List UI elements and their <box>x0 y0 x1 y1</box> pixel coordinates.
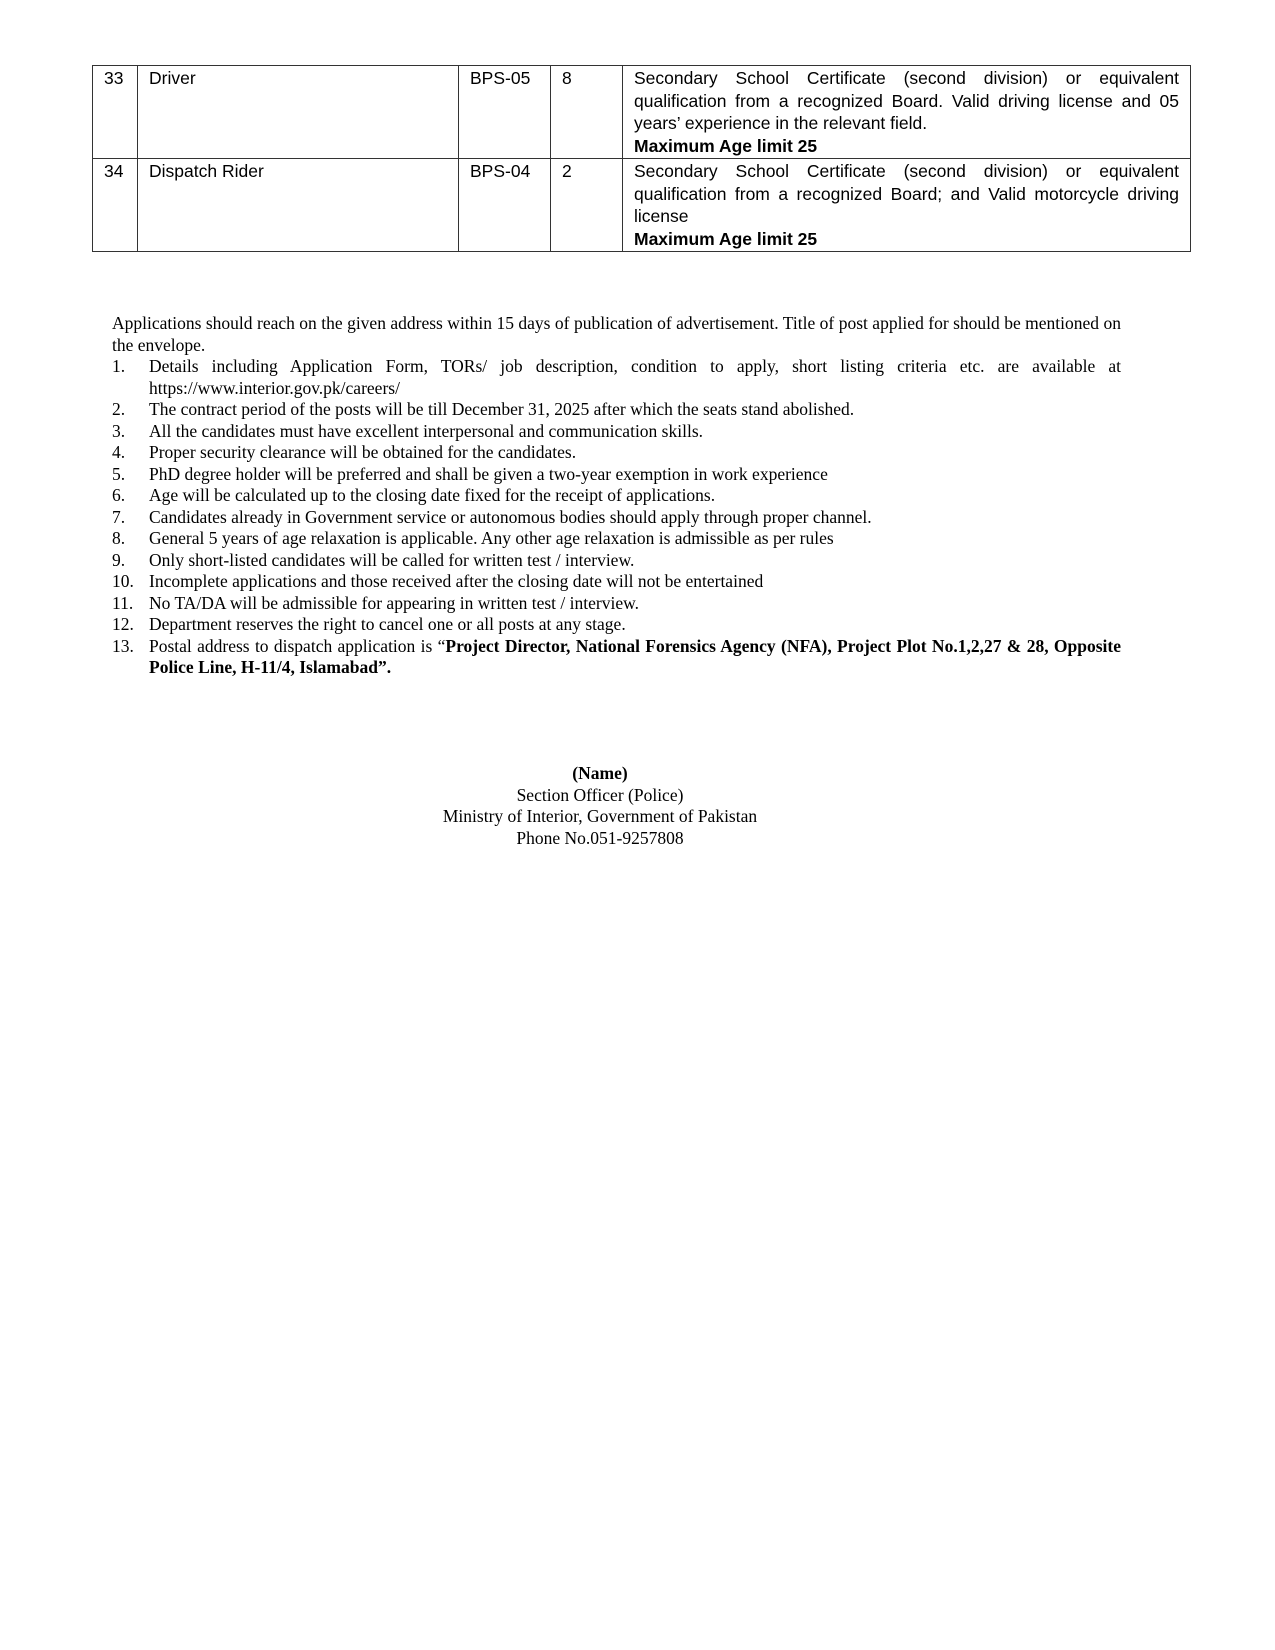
signatory-phone: Phone No.051-9257808 <box>516 827 684 848</box>
table-row <box>93 66 1191 159</box>
conditions-list <box>112 356 1121 679</box>
item-text: PhD degree holder will be preferred and shall be given a two-year exemption in work experience <box>149 463 828 484</box>
qualification-text: Secondary School Certificate (second division) or equivalent qualification from a recognized Board; and Valid motorcycle driving license <box>634 161 1179 226</box>
serial-number-cell: 34 <box>93 159 138 252</box>
list-item <box>112 528 1121 550</box>
post-name-cell: Driver <box>138 66 459 159</box>
item-text: Candidates already in Government service or autonomous bodies should apply through proper channel. <box>149 506 872 527</box>
item-number: 6. <box>112 485 126 505</box>
table-row <box>93 159 1191 252</box>
item-text: All the candidates must have excellent interpersonal and communication skills. <box>149 420 704 441</box>
item-text: Proper security clearance will be obtained for the candidates. <box>149 442 577 462</box>
item-number: 7. <box>112 506 126 527</box>
signatory-name: (Name) <box>572 763 628 783</box>
list-item <box>112 571 1121 593</box>
item-number: 3. <box>112 420 126 441</box>
age-limit-text: Maximum Age limit 25 <box>634 228 818 249</box>
list-item <box>112 636 1121 679</box>
item-text <box>149 636 1121 679</box>
item-number: 12. <box>112 614 134 634</box>
postal-address-prefix: Postal address to dispatch application is “ <box>149 635 446 656</box>
list-item <box>112 399 1121 421</box>
item-text: Age will be calculated up to the closing date fixed for the receipt of applications. <box>149 485 716 505</box>
item-number: 8. <box>112 528 126 548</box>
post-count-cell: 8 <box>551 66 623 159</box>
item-number: 4. <box>112 442 126 462</box>
instructions-section <box>112 313 1121 679</box>
list-item <box>112 421 1121 443</box>
item-text: No TA/DA will be admissible for appearing in written test / interview. <box>149 592 639 613</box>
list-item <box>112 464 1121 486</box>
list-item <box>112 550 1121 572</box>
list-item <box>112 507 1121 529</box>
item-number: 11. <box>112 592 134 613</box>
serial-number-cell: 33 <box>93 66 138 159</box>
item-text: Department reserves the right to cancel one or all posts at any stage. <box>149 614 626 634</box>
qualification-text: Secondary School Certificate (second division) or equivalent qualification from a recognized Board. Valid driving license and 05 years’ experience in the relevant field. <box>634 68 1179 133</box>
list-item <box>112 442 1121 464</box>
postal-address: Project Director, National Forensics Agency (NFA), Project Plot No.1,2,27 & 28, Opposite Police Line, H-11/4, Islamabad”. <box>149 635 1121 677</box>
item-text: Details including Application Form, TORs/ job description, condition to apply, short listing criteria etc. are available at https://www.interior.gov.pk/careers/ <box>149 356 1121 398</box>
bps-cell: BPS-04 <box>459 159 551 252</box>
signature-block <box>300 763 900 849</box>
item-number: 2. <box>112 399 126 419</box>
qualification-cell <box>623 66 1191 159</box>
post-name-cell: Dispatch Rider <box>138 159 459 252</box>
item-text: Incomplete applications and those received after the closing date will not be entertained <box>149 571 764 591</box>
list-item <box>112 614 1121 636</box>
posts-table <box>92 65 1191 252</box>
instructions-intro: Applications should reach on the given address within 15 days of publication of advertisement. Title of post applied for should be mentioned on the envelope. <box>112 313 1121 355</box>
list-item <box>112 593 1121 615</box>
item-text: General 5 years of age relaxation is applicable. Any other age relaxation is admissible as per rules <box>149 528 834 548</box>
item-number: 13. <box>112 635 134 656</box>
item-text: Only short-listed candidates will be called for written test / interview. <box>149 549 635 570</box>
post-count-cell: 2 <box>551 159 623 252</box>
qualification-cell <box>623 159 1191 252</box>
list-item <box>112 485 1121 507</box>
item-number: 1. <box>112 356 126 376</box>
item-number: 9. <box>112 549 126 570</box>
signatory-ministry: Ministry of Interior, Government of Pakistan <box>442 806 758 826</box>
item-number: 5. <box>112 463 126 484</box>
item-text: The contract period of the posts will be till December 31, 2025 after which the seats stand abolished. <box>149 399 855 419</box>
signatory-designation: Section Officer (Police) <box>516 784 684 805</box>
list-item <box>112 356 1121 399</box>
age-limit-text: Maximum Age limit 25 <box>634 135 818 156</box>
item-number: 10. <box>112 571 134 591</box>
bps-cell: BPS-05 <box>459 66 551 159</box>
